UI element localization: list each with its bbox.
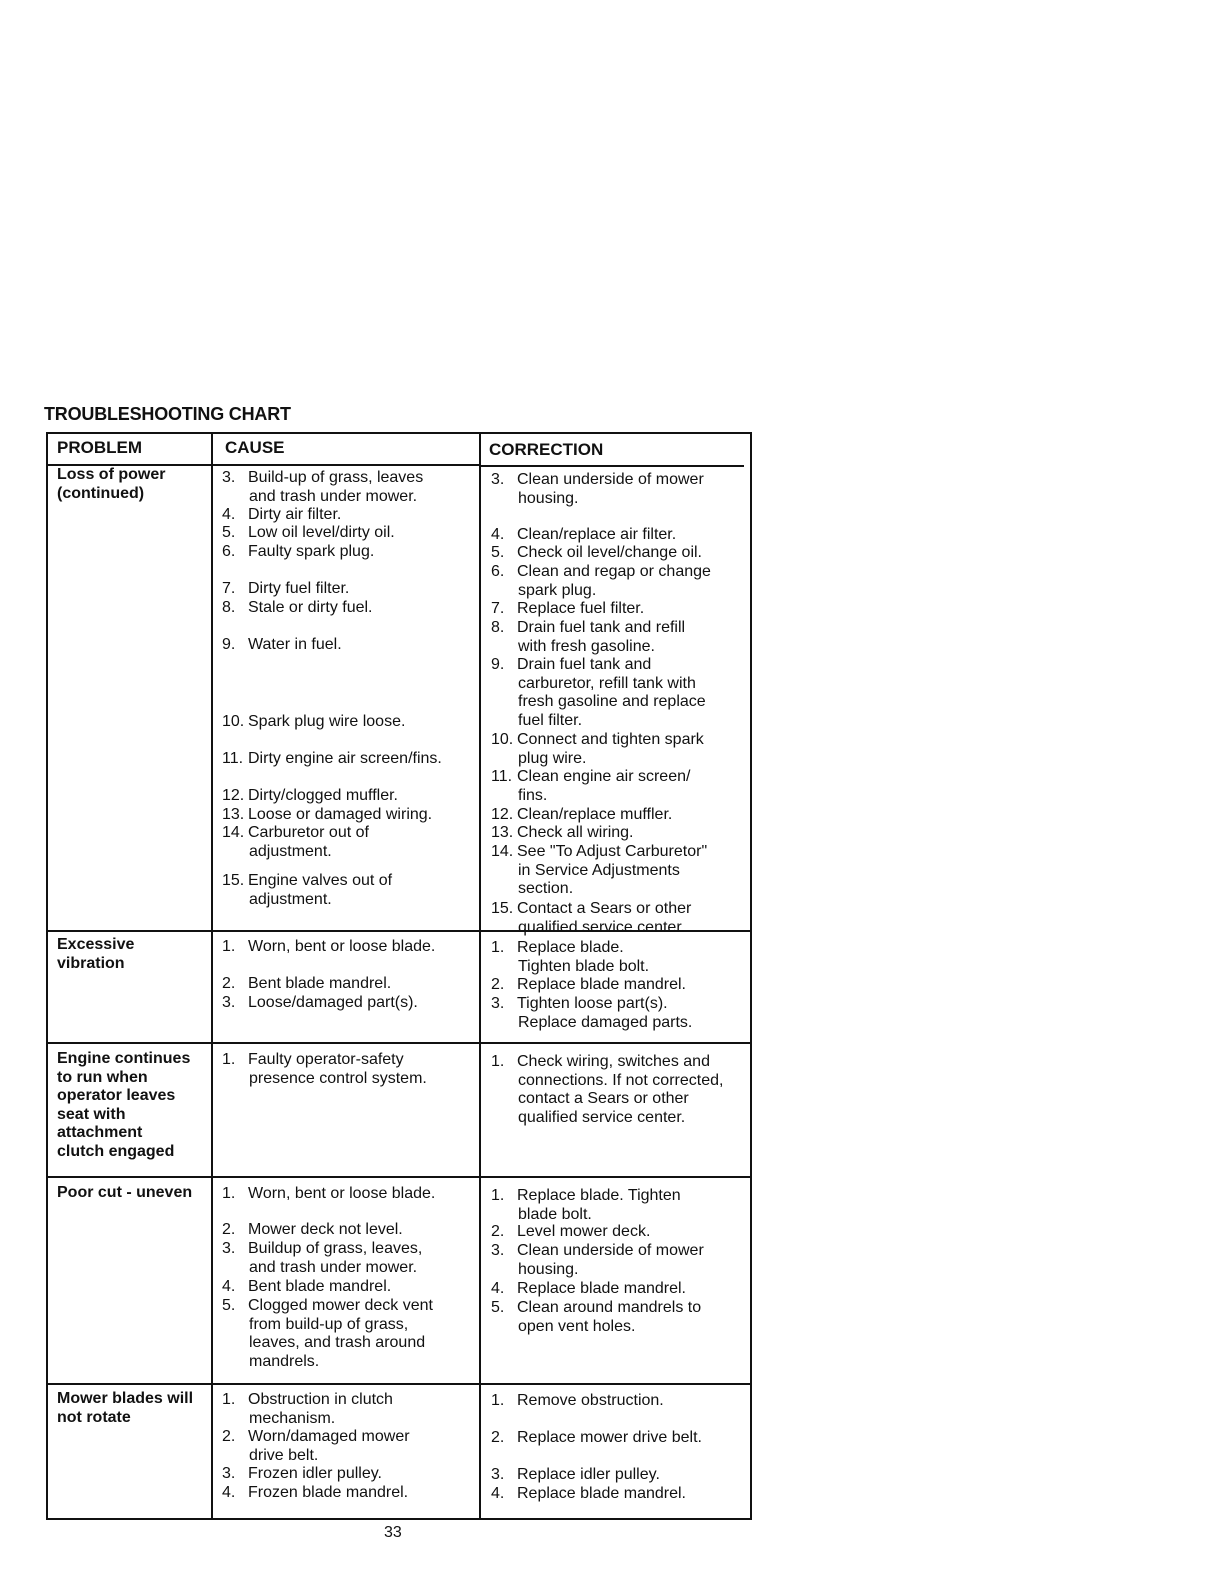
item-text: Check oil level/change oil. xyxy=(517,544,702,561)
list-item xyxy=(491,995,692,1032)
list-item xyxy=(491,656,706,730)
item-text: Replace blade mandrel. xyxy=(517,1280,686,1297)
item-text: Frozen idler pulley. xyxy=(248,1465,382,1482)
item-number: 3. xyxy=(222,1465,236,1482)
item-text: Dirty air filter. xyxy=(248,506,342,523)
item-number: 11. xyxy=(222,750,244,767)
item-number: 1. xyxy=(491,1053,505,1070)
item-number: 1. xyxy=(222,1185,236,1202)
list-item xyxy=(222,994,418,1013)
row-divider xyxy=(48,1383,750,1385)
item-text: Contact a Sears or other xyxy=(517,900,692,917)
list-item xyxy=(222,1278,391,1297)
item-number: 6. xyxy=(491,563,505,580)
column-divider xyxy=(211,434,213,1518)
list-item xyxy=(491,1053,723,1127)
item-text: Level mower deck. xyxy=(517,1223,651,1240)
list-item xyxy=(222,938,435,957)
item-number: 5. xyxy=(491,544,505,561)
list-item xyxy=(491,806,672,825)
item-text: Obstruction in clutch xyxy=(248,1391,393,1408)
item-text: Dirty fuel filter. xyxy=(248,580,350,597)
item-text: Bent blade mandrel. xyxy=(248,975,392,992)
item-text: spark plug. xyxy=(518,581,597,599)
list-item xyxy=(491,1429,702,1448)
list-item xyxy=(491,900,691,937)
problem-text: seat with xyxy=(57,1105,126,1123)
problem-text: Poor cut - uneven xyxy=(57,1184,193,1201)
item-text: carburetor, refill tank with xyxy=(518,674,696,692)
list-item xyxy=(222,787,398,806)
list-item xyxy=(222,1221,403,1240)
item-number: 3. xyxy=(491,1466,505,1483)
column-divider xyxy=(479,434,481,1518)
item-number: 11. xyxy=(491,768,513,785)
item-text: Replace mower drive belt. xyxy=(517,1429,702,1446)
list-item xyxy=(222,524,395,543)
list-item xyxy=(222,1465,382,1484)
item-number: 1. xyxy=(222,938,236,955)
item-text: in Service Adjustments xyxy=(518,861,680,879)
item-text: and trash under mower. xyxy=(249,1258,418,1276)
list-item xyxy=(491,526,676,545)
item-text: blade bolt. xyxy=(518,1205,592,1223)
problem-text: to run when xyxy=(57,1068,148,1086)
item-text: presence control system. xyxy=(249,1069,427,1087)
item-number: 7. xyxy=(222,580,236,597)
item-text: Dirty engine air screen/fins. xyxy=(248,750,442,767)
item-number: 3. xyxy=(491,995,505,1012)
problem-cell xyxy=(57,936,212,973)
item-number: 2. xyxy=(222,1221,236,1238)
item-number: 10. xyxy=(491,731,514,748)
list-item xyxy=(491,731,704,768)
list-item xyxy=(222,1484,408,1503)
problem-cell xyxy=(57,1050,212,1161)
item-text: qualified service center. xyxy=(518,918,686,936)
list-item xyxy=(222,469,423,506)
problem-text: not rotate xyxy=(57,1408,131,1426)
item-text: housing. xyxy=(518,489,579,507)
header-divider xyxy=(213,464,479,466)
list-item xyxy=(491,619,685,656)
item-number: 6. xyxy=(222,543,236,560)
item-text: Replace fuel filter. xyxy=(517,600,645,617)
item-text: Bent blade mandrel. xyxy=(248,1278,392,1295)
item-text: Check wiring, switches and xyxy=(517,1053,710,1070)
item-number: 5. xyxy=(222,524,236,541)
item-number: 2. xyxy=(491,1223,505,1240)
item-text: Replace idler pulley. xyxy=(517,1466,660,1483)
item-text: fuel filter. xyxy=(518,711,583,729)
item-number: 3. xyxy=(222,1240,236,1257)
item-text: Worn, bent or loose blade. xyxy=(248,938,436,955)
item-text: Engine valves out of xyxy=(248,872,393,889)
list-item xyxy=(222,872,392,909)
item-text: with fresh gasoline. xyxy=(518,637,655,655)
list-item xyxy=(491,1280,686,1299)
item-text: Replace blade. xyxy=(517,939,624,956)
item-text: Worn, bent or loose blade. xyxy=(248,1185,436,1202)
item-number: 4. xyxy=(222,1278,236,1295)
item-text: from build-up of grass, xyxy=(249,1315,409,1333)
item-text: Water in fuel. xyxy=(248,636,342,653)
list-item xyxy=(222,806,432,825)
item-number: 8. xyxy=(222,599,236,616)
item-text: Drain fuel tank and xyxy=(517,656,652,673)
list-item xyxy=(491,1392,664,1411)
item-text: contact a Sears or other xyxy=(518,1090,689,1107)
item-text: Clean and regap or change xyxy=(517,563,711,580)
item-text: See "To Adjust Carburetor" xyxy=(517,843,708,860)
item-number: 2. xyxy=(222,975,236,992)
problem-cell xyxy=(57,1390,212,1427)
item-number: 3. xyxy=(222,469,236,486)
list-item xyxy=(491,600,644,619)
list-item xyxy=(491,1466,660,1485)
list-item xyxy=(222,713,405,732)
item-number: 9. xyxy=(222,636,236,653)
list-item xyxy=(491,824,633,843)
list-item xyxy=(491,768,690,805)
item-number: 2. xyxy=(222,1428,236,1445)
item-number: 13. xyxy=(222,806,245,823)
item-text: Worn/damaged mower xyxy=(248,1428,410,1445)
list-item xyxy=(222,580,349,599)
item-text: Dirty/clogged muffler. xyxy=(248,787,398,804)
list-item xyxy=(491,1485,686,1504)
item-number: 15. xyxy=(491,900,514,917)
item-number: 12. xyxy=(491,806,514,823)
row-divider xyxy=(48,1042,750,1044)
item-text: Check all wiring. xyxy=(517,824,634,841)
list-item xyxy=(222,1185,435,1204)
item-text: Carburetor out of xyxy=(248,824,369,841)
item-number: 1. xyxy=(222,1051,236,1068)
item-text: Clogged mower deck vent xyxy=(248,1297,433,1314)
item-text: Remove obstruction. xyxy=(517,1392,664,1409)
item-text: Replace blade mandrel. xyxy=(517,1485,686,1502)
problem-text: Mower blades will xyxy=(57,1390,194,1407)
item-number: 1. xyxy=(491,939,505,956)
list-item xyxy=(222,750,442,769)
problem-cell xyxy=(57,1184,212,1203)
chart-title: TROUBLESHOOTING CHART xyxy=(44,404,291,424)
header-correction: CORRECTION xyxy=(489,440,604,459)
list-item xyxy=(491,1299,701,1336)
item-text: Drain fuel tank and refill xyxy=(517,619,686,636)
list-item xyxy=(222,1428,410,1465)
item-number: 15. xyxy=(222,872,245,889)
item-text: fins. xyxy=(518,786,548,804)
item-text: Faulty operator-safety xyxy=(248,1051,404,1068)
item-text: Build-up of grass, leaves xyxy=(248,469,424,486)
item-number: 4. xyxy=(491,1485,505,1502)
item-number: 4. xyxy=(491,1280,505,1297)
item-text: Clean underside of mower xyxy=(517,471,704,488)
item-number: 14. xyxy=(491,843,514,860)
item-text: Spark plug wire loose. xyxy=(248,713,406,730)
header-divider xyxy=(481,465,744,467)
item-number: 5. xyxy=(491,1299,505,1316)
list-item xyxy=(491,1242,704,1279)
item-text: open vent holes. xyxy=(518,1317,636,1335)
problem-text: operator leaves xyxy=(57,1087,176,1104)
list-item xyxy=(491,544,702,563)
item-number: 4. xyxy=(222,1484,236,1501)
item-text: Connect and tighten spark xyxy=(517,731,704,748)
item-number: 12. xyxy=(222,787,245,804)
problem-text: Loss of power xyxy=(57,466,166,483)
item-number: 3. xyxy=(491,1242,505,1259)
list-item xyxy=(491,939,649,976)
list-item xyxy=(491,1223,650,1242)
item-text: Replace blade mandrel. xyxy=(517,976,686,993)
item-number: 14. xyxy=(222,824,245,841)
item-text: Replace blade. Tighten xyxy=(517,1187,681,1204)
item-text: leaves, and trash around xyxy=(249,1334,426,1351)
list-item xyxy=(491,843,707,899)
item-text: Loose/damaged part(s). xyxy=(248,994,418,1011)
list-item xyxy=(222,1240,422,1277)
item-number: 1. xyxy=(491,1187,505,1204)
list-item xyxy=(491,471,704,508)
item-number: 2. xyxy=(491,976,505,993)
item-text: Mower deck not level. xyxy=(248,1221,403,1238)
item-text: Frozen blade mandrel. xyxy=(248,1484,409,1501)
item-text: connections. If not corrected, xyxy=(518,1071,724,1089)
list-item xyxy=(491,563,711,600)
list-item xyxy=(222,599,373,618)
list-item xyxy=(491,976,686,995)
item-text: Clean around mandrels to xyxy=(517,1299,702,1316)
item-text: Buildup of grass, leaves, xyxy=(248,1240,423,1257)
item-number: 13. xyxy=(491,824,514,841)
item-number: 3. xyxy=(222,994,236,1011)
item-text: drive belt. xyxy=(249,1446,319,1464)
list-item xyxy=(491,1187,681,1224)
page-number: 33 xyxy=(384,1524,402,1541)
item-number: 4. xyxy=(491,526,505,543)
list-item xyxy=(222,506,341,525)
list-item xyxy=(222,975,391,994)
item-text: qualified service center. xyxy=(518,1108,686,1126)
item-number: 10. xyxy=(222,713,245,730)
item-number: 5. xyxy=(222,1297,236,1314)
problem-text: Excessive xyxy=(57,936,135,953)
item-text: mechanism. xyxy=(249,1409,336,1427)
item-text: Faulty spark plug. xyxy=(248,543,375,560)
item-text: Clean/replace air filter. xyxy=(517,526,677,543)
problem-text: (continued) xyxy=(57,484,145,502)
problem-text: vibration xyxy=(57,954,125,972)
item-number: 3. xyxy=(491,471,505,488)
item-text: plug wire. xyxy=(518,749,587,767)
item-text: and trash under mower. xyxy=(249,487,418,505)
item-number: 7. xyxy=(491,600,505,617)
item-text: fresh gasoline and replace xyxy=(518,693,706,710)
item-number: 8. xyxy=(491,619,505,636)
item-number: 9. xyxy=(491,656,505,673)
item-text: mandrels. xyxy=(249,1352,320,1370)
item-text: Replace damaged parts. xyxy=(518,1013,693,1031)
problem-text: Engine continues xyxy=(57,1050,191,1067)
list-item xyxy=(222,1297,433,1371)
item-text: adjustment. xyxy=(249,890,332,908)
list-item xyxy=(222,543,374,562)
problem-text: attachment xyxy=(57,1124,143,1141)
list-item xyxy=(222,1391,393,1428)
list-item xyxy=(222,1051,427,1088)
header-cause: CAUSE xyxy=(225,438,285,457)
item-text: section. xyxy=(518,880,574,897)
item-text: adjustment. xyxy=(249,842,332,860)
item-number: 1. xyxy=(222,1391,236,1408)
item-number: 1. xyxy=(491,1392,505,1409)
item-text: Tighten loose part(s). xyxy=(517,995,668,1012)
troubleshooting-table xyxy=(46,432,752,1520)
item-number: 2. xyxy=(491,1429,505,1446)
header-problem: PROBLEM xyxy=(57,438,142,457)
item-text: housing. xyxy=(518,1260,579,1278)
item-text: Clean/replace muffler. xyxy=(517,806,673,823)
problem-text: clutch engaged xyxy=(57,1142,175,1160)
problem-cell xyxy=(57,466,212,503)
item-text: Clean engine air screen/ xyxy=(517,768,691,785)
list-item xyxy=(222,636,342,655)
item-text: Low oil level/dirty oil. xyxy=(248,524,395,541)
item-text: Stale or dirty fuel. xyxy=(248,599,373,616)
item-text: Loose or damaged wiring. xyxy=(248,806,433,823)
list-item xyxy=(222,824,369,861)
row-divider xyxy=(48,1176,750,1178)
item-text: Tighten blade bolt. xyxy=(518,957,650,975)
item-text: Clean underside of mower xyxy=(517,1242,704,1259)
item-number: 4. xyxy=(222,506,236,523)
